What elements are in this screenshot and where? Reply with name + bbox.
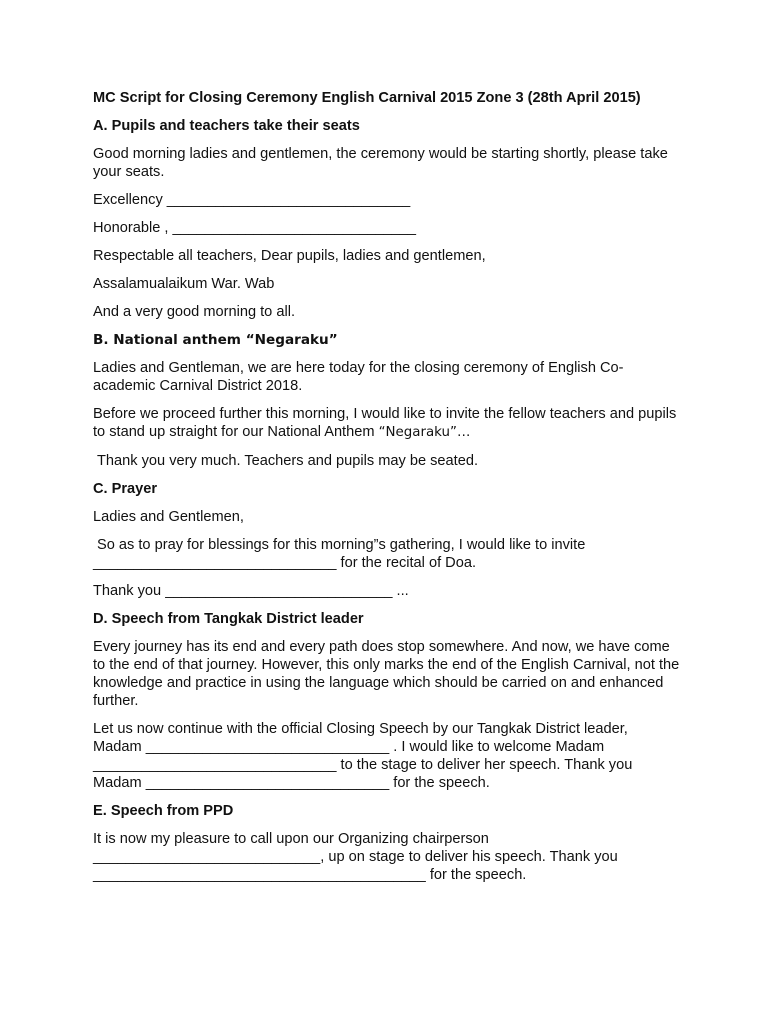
section-a-paragraph-2: Excellency ______________________________ bbox=[93, 192, 411, 208]
section-e-paragraph-1 bbox=[93, 830, 683, 884]
section-d-paragraph-2-line-3: ______________________________ to the stage to deliver her speech. Thank you bbox=[93, 757, 633, 773]
anthem-name: “Negaraku”… bbox=[378, 425, 471, 440]
section-b-heading: B. National anthem “Negaraku” bbox=[93, 332, 338, 348]
section-b-paragraph-1: Ladies and Gentleman, we are here today for the closing ceremony of English Co-academic Carnival District 2018. bbox=[93, 360, 624, 394]
section-d-paragraph-1: Every journey has its end and every path does stop somewhere. And now, we have come to the end of that journey. However, this only marks the end of the English Carnival, not the knowledge and practice in using the language which should be carried on and enhanced further. bbox=[93, 639, 680, 709]
document-body bbox=[93, 89, 683, 894]
section-a-paragraph-3: Honorable , ______________________________ bbox=[93, 220, 416, 236]
section-e bbox=[93, 802, 683, 884]
section-b-paragraph-3: Thank you very much. Teachers and pupils may be seated. bbox=[97, 453, 478, 469]
section-c-paragraph-2-line-1: So as to pray for blessings for this morning”s gathering, I would like to invite bbox=[97, 537, 586, 553]
section-c-paragraph-3: Thank you ____________________________ ... bbox=[93, 583, 409, 599]
section-d-paragraph-2-line-2: Madam ______________________________ . I would like to welcome Madam bbox=[93, 739, 605, 755]
section-a-paragraph-5: Assalamualaikum War. Wab bbox=[93, 276, 275, 292]
section-c-paragraph-2-line-2: ______________________________ for the recital of Doa. bbox=[93, 555, 477, 571]
section-e-paragraph-1-line-1: It is now my pleasure to call upon our Organizing chairperson bbox=[93, 831, 489, 847]
section-e-paragraph-1-line-3: _________________________________________ for the speech. bbox=[93, 867, 527, 883]
section-d bbox=[93, 610, 683, 792]
section-c-paragraph-2 bbox=[93, 536, 683, 572]
section-a-paragraph-6: And a very good morning to all. bbox=[93, 304, 295, 320]
section-d-heading: D. Speech from Tangkak District leader bbox=[93, 611, 364, 627]
section-a-heading: A. Pupils and teachers take their seats bbox=[93, 118, 360, 134]
section-b-paragraph-2-text: Before we proceed further this morning, I would like to invite the fellow teachers and pupils to stand up straight for our National Anthem bbox=[93, 406, 677, 440]
section-e-heading: E. Speech from PPD bbox=[93, 803, 234, 819]
section-b-paragraph-2 bbox=[93, 405, 683, 442]
section-a-paragraph-4: Respectable all teachers, Dear pupils, ladies and gentlemen, bbox=[93, 248, 486, 264]
section-c-paragraph-1: Ladies and Gentlemen, bbox=[93, 509, 244, 525]
section-d-paragraph-2-line-1: Let us now continue with the official Closing Speech by our Tangkak District leader, bbox=[93, 721, 628, 737]
section-c bbox=[93, 480, 683, 600]
section-d-paragraph-2 bbox=[93, 720, 683, 792]
section-e-paragraph-1-line-2: ____________________________, up on stage to deliver his speech. Thank you bbox=[93, 849, 618, 865]
section-d-paragraph-2-line-4: Madam ______________________________ for the speech. bbox=[93, 775, 490, 791]
section-a-paragraph-1: Good morning ladies and gentlemen, the ceremony would be starting shortly, please take your seats. bbox=[93, 146, 668, 180]
section-a bbox=[93, 117, 683, 321]
document-title: MC Script for Closing Ceremony English Carnival 2015 Zone 3 (28th April 2015) bbox=[93, 90, 641, 106]
section-b bbox=[93, 331, 683, 470]
section-c-heading: C. Prayer bbox=[93, 481, 158, 497]
